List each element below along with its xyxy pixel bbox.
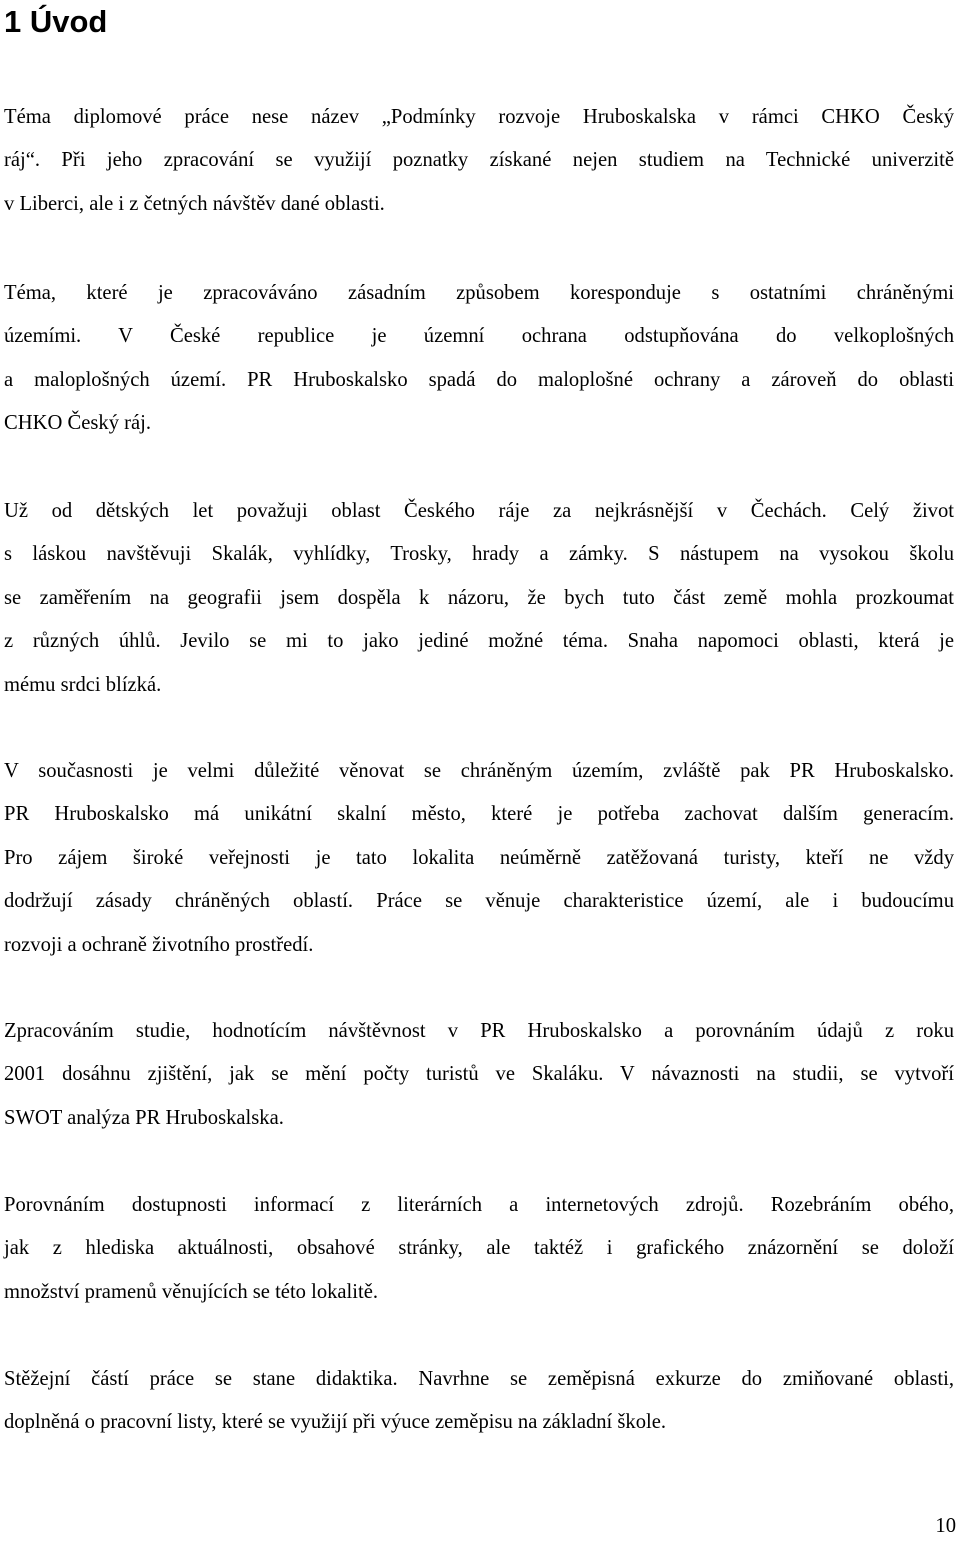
text-line: z různých úhlů. Jevilo se mi to jako jediné možné téma. Snaha napomoci oblasti, která je — [4, 630, 954, 653]
text-line: jak z hlediska aktuálnosti, obsahové stránky, ale taktéž i grafického znázornění se doloží — [4, 1237, 954, 1260]
text-line: SWOT analýza PR Hruboskalska. — [4, 1106, 284, 1129]
text-line: V současnosti je velmi důležité věnovat se chráněným územím, zvláště pak PR Hruboskalsko. — [4, 760, 954, 782]
text-line: Už od dětských let považuji oblast Českého ráje za nejkrásnější v Čechách. Celý život — [4, 500, 954, 522]
paragraph-protected-areas — [4, 272, 954, 446]
paragraph-didactics — [4, 1358, 954, 1445]
text-line: Téma, které je zpracováváno zásadním způsobem koresponduje s ostatními chráněnými — [4, 282, 954, 304]
text-line: doplněná o pracovní listy, které se využijí při výuce zeměpisu na základní škole. — [4, 1411, 667, 1434]
paragraph-sources — [4, 1184, 954, 1314]
text-line: dodržují zásady chráněných oblastí. Práce se věnuje charakteristice území, ale i budoucímu — [4, 890, 954, 913]
text-line: s láskou navštěvuji Skalák, vyhlídky, Trosky, hrady a zámky. S nástupem na vysokou školu — [4, 543, 954, 566]
text-line: se zaměřením na geografii jsem dospěla k názoru, že bych tuto část země mohla prozkoumat — [4, 586, 954, 609]
text-line: CHKO Český ráj. — [4, 412, 152, 435]
text-line: PR Hruboskalsko má unikátní skalní město, které je potřeba zachovat dalším generacím. — [4, 803, 954, 826]
paragraph-motivation — [4, 490, 954, 707]
text-line: ráj“. Při jeho zpracování se využijí poznatky získané nejen studiem na Technické univerzitě — [4, 149, 954, 172]
text-line: Zpracováním studie, hodnotícím návštěvnost v PR Hruboskalsko a porovnáním údajů z roku — [4, 1020, 954, 1042]
paragraph-importance — [4, 750, 954, 967]
paragraph-topic — [4, 96, 954, 226]
text-line: Téma diplomové práce nese název „Podmínky rozvoje Hruboskalska v rámci CHKO Český — [4, 106, 954, 128]
text-line: Pro zájem široké veřejnosti je tato lokalita neúměrně zatěžovaná turisty, kteří ne vždy — [4, 846, 954, 869]
text-line: Porovnáním dostupnosti informací z literárních a internetových zdrojů. Rozebráním obého, — [4, 1194, 954, 1216]
text-line: mému srdci blízká. — [4, 673, 162, 696]
text-line: a maloplošných území. PR Hruboskalsko spadá do maloplošné ochrany a zároveň do oblasti — [4, 368, 954, 391]
text-line: 2001 dosáhnu zjištění, jak se mění počty turistů ve Skaláku. V návaznosti na studii, se vytvoří — [4, 1063, 954, 1086]
text-line: množství pramenů věnujících se této lokalitě. — [4, 1280, 379, 1303]
text-line: územími. V České republice je územní ochrana odstupňována do velkoplošných — [4, 325, 954, 348]
text-line: rozvoji a ochraně životního prostředí. — [4, 933, 314, 956]
chapter-title: 1 Úvod — [4, 4, 108, 39]
paragraph-study — [4, 1010, 954, 1140]
page-number: 10 — [935, 1515, 956, 1537]
text-line: v Liberci, ale i z četných návštěv dané oblasti. — [4, 192, 385, 215]
text-line: Stěžejní částí práce se stane didaktika. Navrhne se zeměpisná exkurze do zmiňované oblasti, — [4, 1368, 954, 1390]
